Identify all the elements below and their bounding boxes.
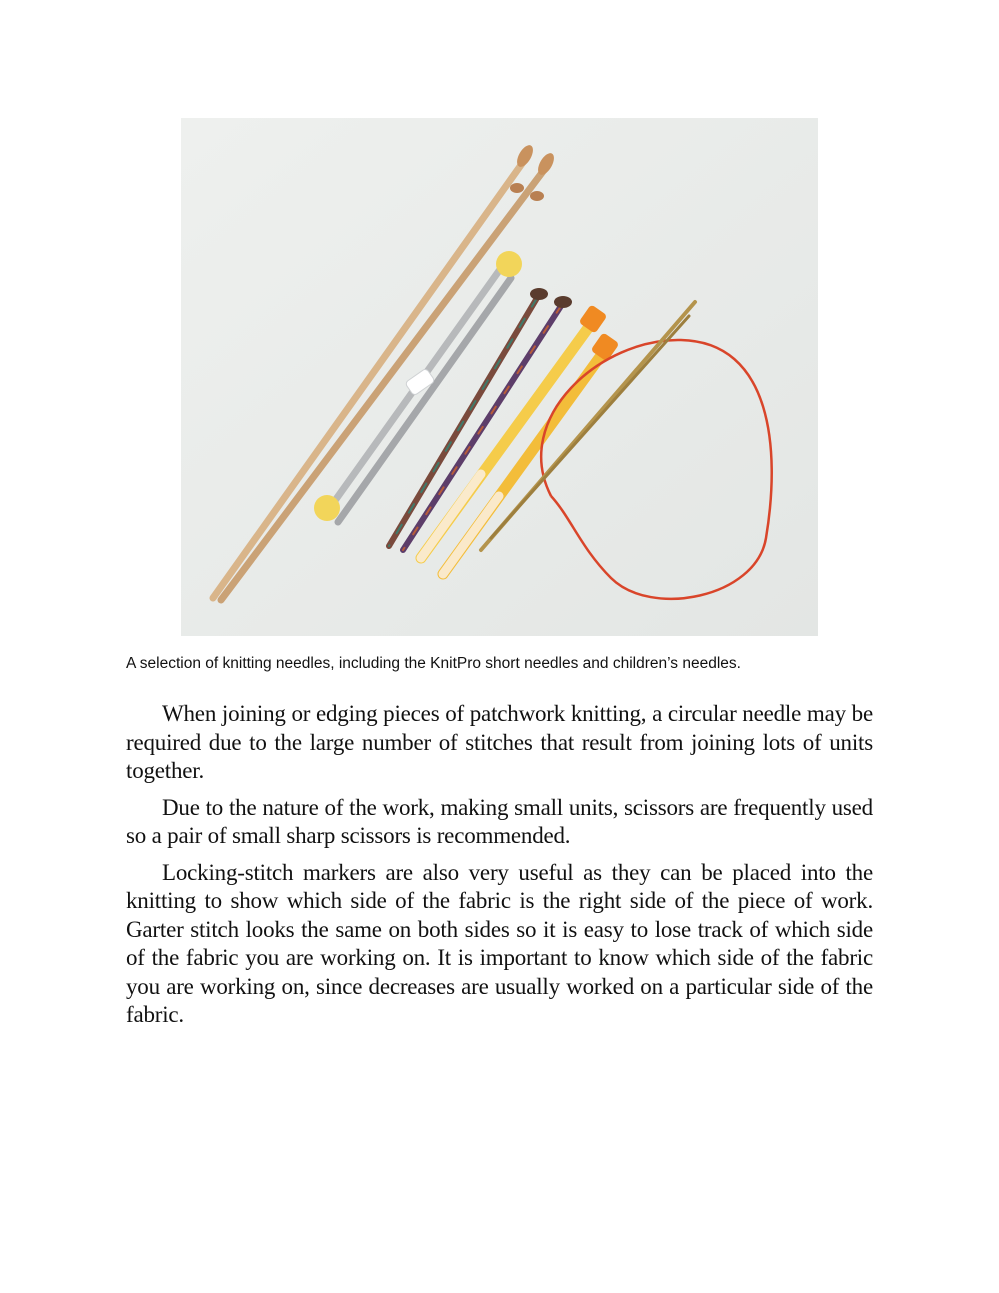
paragraph-stitch-markers: Locking-stitch markers are also very useful as they can be placed into the knitting to show which side of the fabric is the right side of the piece of work. Garter stitch looks the same on both sides so it is easy to lose track of which side of the fabric you are working on. It is important to know which side of the fabric you are working on, since decreases are usually worked on a particular side of the fabric. — [126, 859, 873, 1027]
knitting-needles-photo — [181, 118, 818, 636]
body-text — [126, 700, 873, 1038]
paragraph-circular-needle: When joining or edging pieces of patchwork knitting, a circular needle may be required due to the large number of stitches that result from joining lots of units together. — [126, 701, 873, 783]
figure-caption: A selection of knitting needles, including the KnitPro short needles and children’s needles. — [126, 655, 741, 672]
paragraph-scissors: Due to the nature of the work, making small units, scissors are frequently used so a pair of small sharp scissors is recommended. — [126, 794, 873, 848]
knitting-needles-illustration — [181, 118, 818, 636]
